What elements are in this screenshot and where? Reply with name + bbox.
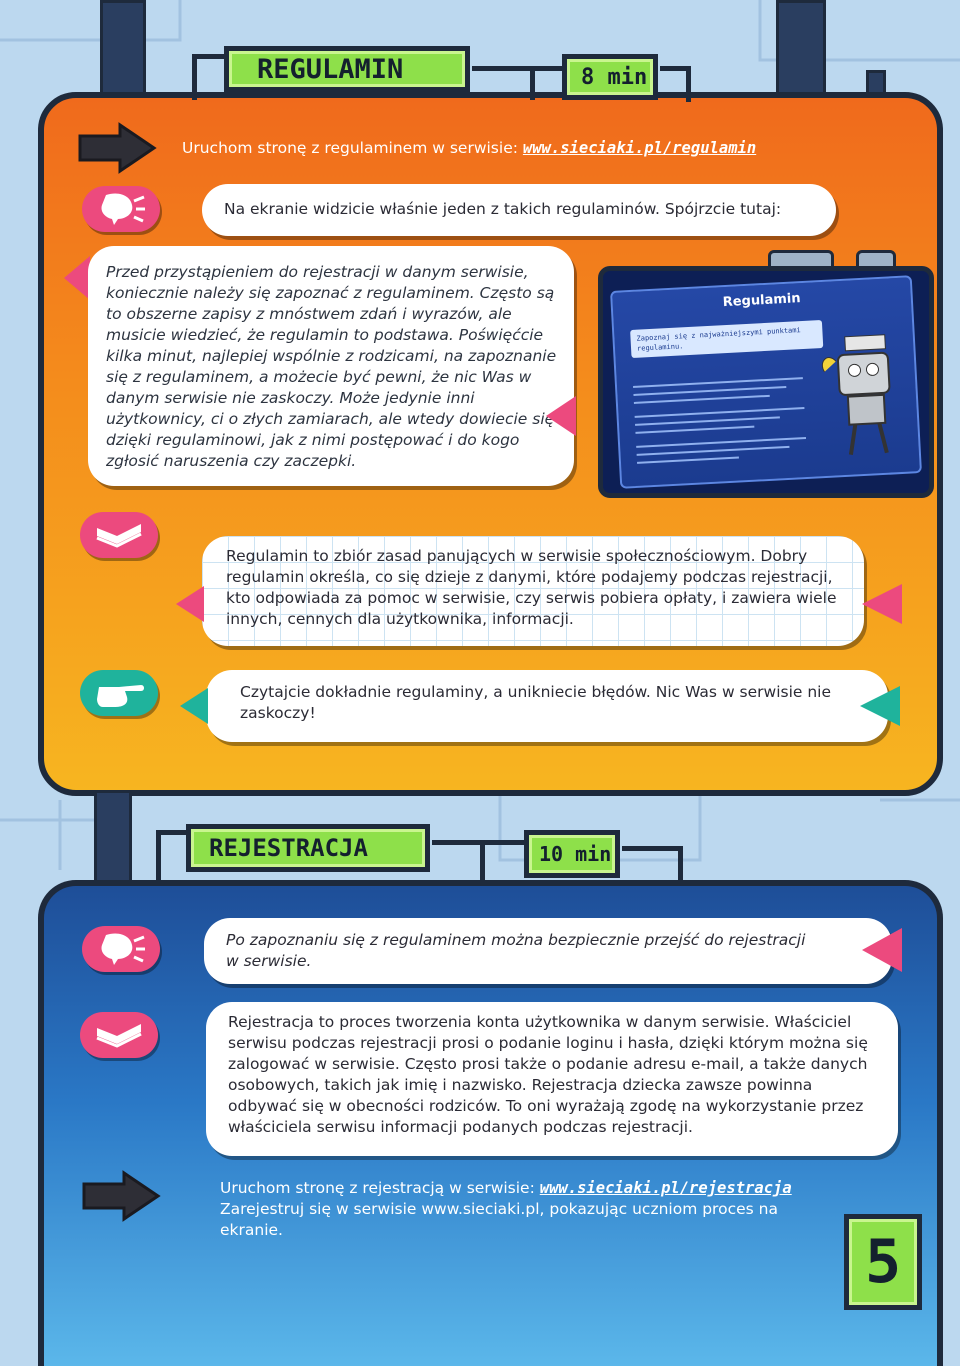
bubble-pointer — [180, 688, 208, 724]
section-title-rejestracja: REJESTRACJA — [186, 824, 430, 872]
section-time-regulamin: 8 min — [562, 54, 658, 100]
talk-pill — [82, 926, 160, 972]
talk-icon — [96, 931, 146, 967]
tag-connector — [530, 66, 535, 100]
tag-connector — [480, 840, 485, 884]
tip-bubble: Czytajcie dokładnie regulaminy, a unikniecie błędów. Nic Was w serwisie nie zaskoczy! — [206, 670, 888, 742]
tag-connector — [156, 830, 190, 835]
screenshot-subtitle: Zapoznaj się z najważniejszymi punktami regulaminu. — [630, 320, 823, 358]
info-bubble-2: Rejestracja to proces tworzenia konta użytkownika w danym serwisie. Właściciel serwisu podczas rejestracji prosi o podanie loginu i hasła, dzięki którym można się zalogować w serwisie. Często prosi także o podanie adresu e-mail, a także danych osobowych, takich jak imię i nazwisko. Rejestracja dziecka zawsze powinna odbywać się w obecności rodziców. To oni wyrażają zgodę na wykorzystanie przez właściciela serwisu informacji podanych podczas rejestracji. — [206, 1002, 898, 1156]
bubble-pointer — [862, 584, 902, 624]
talk-pill — [82, 186, 160, 232]
pipe — [100, 0, 146, 106]
action-lines: Uruchom stronę z rejestracją w serwisie: www.sieciaki.pl/rejestracja Zarejestruj się w serwisie www.sieciaki.pl, pokazując uczniom proces na ekranie. — [220, 1179, 792, 1239]
tag-connector — [678, 846, 683, 884]
rejestracja-link[interactable]: www.sieciaki.pl/rejestracja — [539, 1179, 792, 1197]
bubble-pointer — [862, 928, 902, 972]
tag-connector — [432, 840, 526, 845]
tag-connector — [156, 830, 161, 884]
talk-bubble-2: Po zapoznaniu się z regulaminem można bezpiecznie przejść do rejestracji w serwisie. — [204, 918, 892, 984]
tag-connector — [192, 54, 226, 59]
arrow-right-icon — [80, 1170, 162, 1222]
screenshot-content — [610, 275, 922, 489]
screenshot-lines — [633, 371, 807, 470]
info-pill — [80, 1012, 158, 1058]
bubble-pointer — [176, 586, 204, 622]
book-icon — [93, 1018, 145, 1052]
info-bubble-1: Regulamin to zbiór zasad panujących w serwisie społecznościowym. Dobry regulamin określa, co się dzieje z danymi, które podajemy podczas rejestracji, kto odpowiada za pomoc w serwisie, czy serwis pobiera opłaty, i zawiera wiele innych, cennych dla użytkownika, informacji. — [202, 536, 864, 646]
talk-icon — [96, 191, 146, 227]
bubble-pointer — [860, 686, 900, 726]
main-paragraph-bubble: Przed przystąpieniem do rejestracji w danym serwisie, koniecznie należy się zapoznać z regulaminem. Często są to obszerne zapisy z mnóstwem zdań i wyrazów, ale musicie wiedzieć, że regulamin to podstawa. Poświęćcie kilka minut, najlepiej wspólnie z rodzicami, na zapoznanie się z regulaminem, a możecie być pewni, że nic Was w danym serwisie nie zaskoczy. Może jedynie inni użytkownicy, ci o złych zamiarach, ale wtedy dowiecie się dzięki regulaminowi, jak z nimi postępować i do kogo zgłosić naruszenia czy zaczepki. — [88, 246, 574, 486]
bubble-pointer — [64, 256, 90, 300]
section-time-rejestracja: 10 min — [524, 830, 620, 878]
robot-icon — [814, 328, 911, 463]
arrow-right-icon — [76, 122, 158, 174]
tag-connector — [686, 66, 691, 102]
tag-connector — [472, 66, 562, 71]
intro-line: Uruchom stronę z regulaminem w serwisie: www.sieciaki.pl/regulamin — [182, 139, 757, 157]
regulamin-screenshot — [598, 266, 934, 498]
regulamin-link[interactable]: www.sieciaki.pl/regulamin — [522, 139, 757, 157]
bubble-pointer — [546, 396, 576, 436]
talk-bubble-1: Na ekranie widzicie właśnie jeden z takich regulaminów. Spójrzcie tutaj: — [202, 184, 836, 236]
tag-connector — [192, 54, 197, 100]
info-pill — [80, 512, 158, 558]
book-icon — [93, 518, 145, 552]
pointing-hand-icon — [93, 675, 145, 711]
page-number: 5 — [844, 1214, 922, 1310]
tip-pill — [80, 670, 158, 716]
screenshot-title: Regulamin — [722, 291, 801, 311]
section-title-regulamin: REGULAMIN — [224, 46, 470, 92]
tag-connector — [622, 846, 682, 851]
